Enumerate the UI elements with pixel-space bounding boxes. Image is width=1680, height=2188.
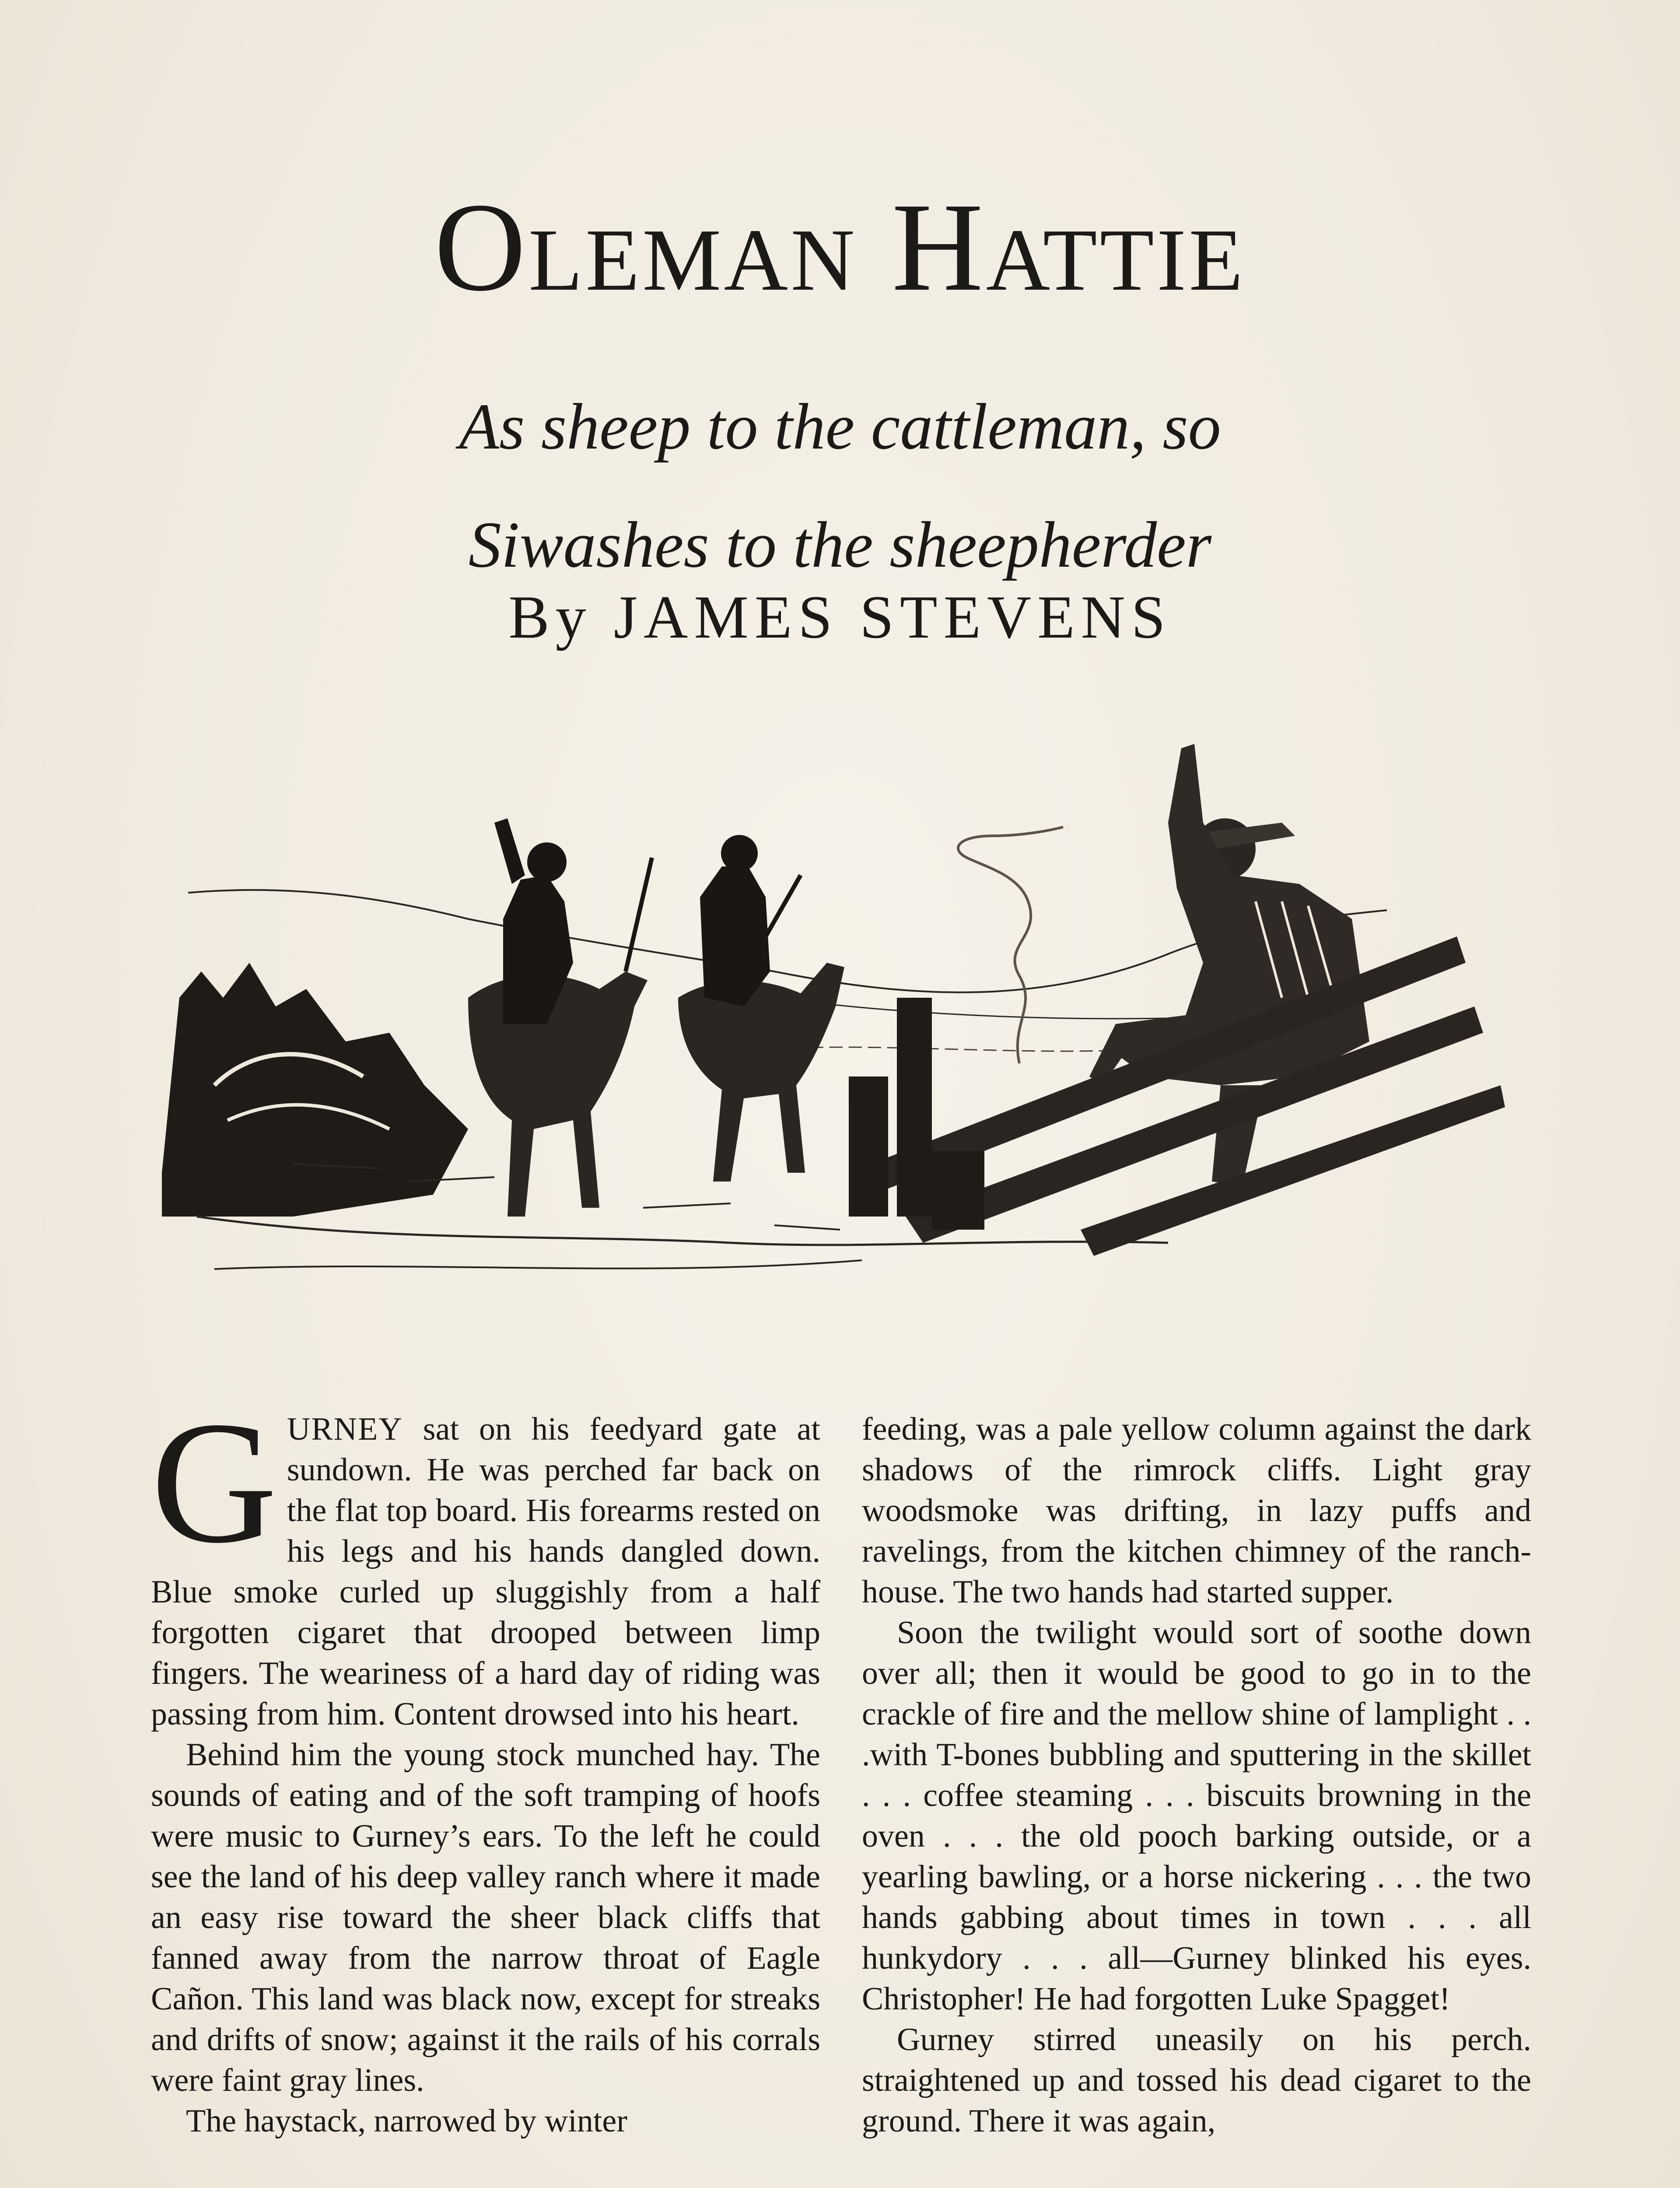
subtitle-line-2: Siwashes to the sheepherder bbox=[468, 508, 1212, 581]
paragraph: Behind him the young stock munched hay. The sounds of eating and of the soft tramping of hoofs were music to Gurney’s ears. To the left he could see the land of his deep valley ranch where it made an easy rise toward the sheer black cliffs that fanned away from the narrow throat of Eagle Cañon. This land was black now, except for streaks and drifts of snow; against it the rails of his corrals were faint gray lines. bbox=[151, 1737, 820, 2098]
paragraph: Soon the twilight would sort of soothe down over all; then it would be good to go in to the crackle of fire and the mellow shine of lamplight . . .with T-bones bubbling and sputtering in the skillet . . . coffee steaming . . . biscuits browning in the oven . . . the old pooch barking outside, or a yearling bawling, or a horse nickering . . . the two hands gabbing about times in town . . . all hunkydory . . . all—Gurney blinked his eyes. Christopher! He had forgotten Luke Spagget! bbox=[862, 1615, 1531, 2017]
paragraph-text: sat on his feedyard gate at sundown. He was perched far back on the flat top board. His forearms rested on his legs and his hands dangled down. Blue smoke curled up sluggishly from a half forgotten cigaret that drooped between limp fingers. The weariness of a hard day of riding was passing from him. Content drowsed into his heart. bbox=[151, 1411, 820, 1732]
story-title: Oleman Hattie bbox=[434, 177, 1246, 317]
story-subtitle bbox=[0, 368, 1680, 604]
paragraph: The haystack, narrowed by winter bbox=[186, 2103, 627, 2139]
paragraph bbox=[151, 1385, 820, 1735]
lead-in-caps: URNEY bbox=[287, 1411, 403, 1447]
story-illustration bbox=[162, 691, 1518, 1322]
paragraph: feeding, was a pale yellow column against the dark shadows of the rimrock cliffs. Light gray woodsmoke was drifting, in lazy puffs and ravelings, from the kitchen chimney of the ranch-house. The two hands had started supper. bbox=[862, 1411, 1531, 1610]
text-column-right bbox=[862, 1409, 1531, 2142]
subtitle-line-1: As sheep to the cattleman, so bbox=[459, 390, 1221, 463]
text-column-left bbox=[151, 1385, 820, 2142]
author-byline: By JAMES STEVENS bbox=[508, 583, 1172, 651]
drop-cap: G bbox=[151, 1385, 277, 1579]
paragraph: Gurney stirred uneasily on his perch. straightened up and tossed his dead cigaret to the ground. There it was again, bbox=[862, 2022, 1531, 2139]
